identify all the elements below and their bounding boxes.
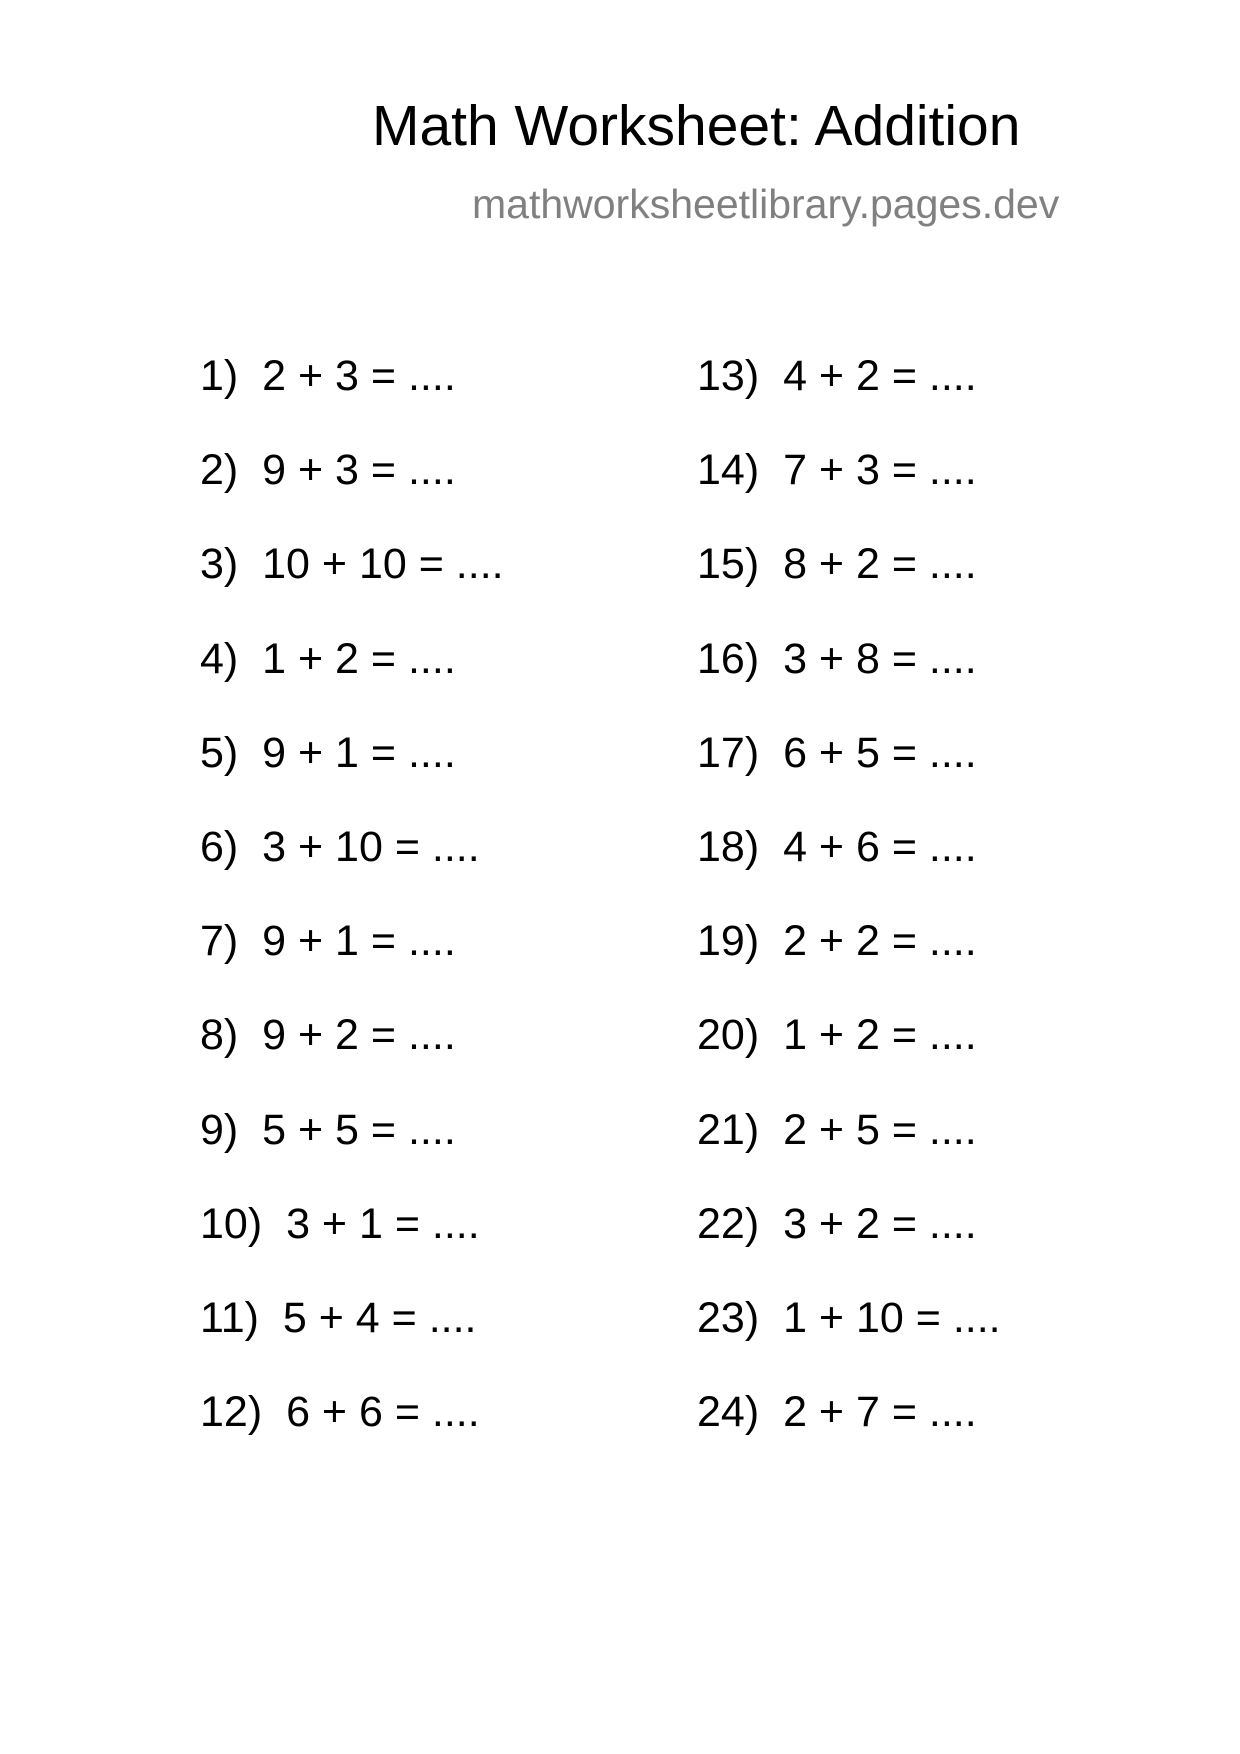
problem-item bbox=[697, 634, 977, 683]
problem-item bbox=[697, 1011, 977, 1060]
problem-expression: 5 + 5 = .... bbox=[262, 1105, 456, 1154]
problem-number: 23) bbox=[697, 1294, 760, 1342]
problem-item bbox=[200, 446, 456, 495]
problem-expression: 2 + 2 = .... bbox=[783, 917, 977, 966]
problem-expression: 6 + 5 = .... bbox=[783, 728, 977, 777]
problem-number: 15) bbox=[697, 540, 760, 589]
problem-item bbox=[200, 1105, 456, 1154]
problem-expression: 8 + 2 = .... bbox=[783, 540, 977, 589]
problem-item bbox=[200, 1388, 480, 1437]
problem-item bbox=[200, 1011, 456, 1060]
problem-number: 12) bbox=[200, 1388, 263, 1437]
problem-expression: 3 + 2 = .... bbox=[783, 1199, 977, 1248]
problem-item bbox=[697, 917, 977, 966]
problem-item bbox=[200, 1199, 480, 1248]
problem-item bbox=[200, 634, 456, 683]
problem-number: 6) bbox=[200, 823, 239, 871]
problem-number: 9) bbox=[200, 1105, 239, 1154]
problem-item bbox=[697, 823, 977, 871]
problem-number: 2) bbox=[200, 446, 239, 495]
problem-expression: 3 + 10 = .... bbox=[262, 823, 480, 871]
problem-item bbox=[697, 1294, 1001, 1342]
page-title: Math Worksheet: Addition bbox=[372, 94, 1021, 158]
problem-number: 8) bbox=[200, 1011, 239, 1060]
problem-expression: 10 + 10 = .... bbox=[262, 540, 504, 589]
problem-number: 11) bbox=[200, 1294, 259, 1342]
problem-number: 24) bbox=[697, 1388, 760, 1437]
problem-expression: 4 + 2 = .... bbox=[783, 352, 977, 400]
problem-number: 22) bbox=[697, 1199, 760, 1248]
problem-number: 17) bbox=[697, 728, 760, 777]
problem-item bbox=[697, 1388, 977, 1437]
problem-number: 7) bbox=[200, 917, 239, 966]
problem-expression: 2 + 5 = .... bbox=[783, 1105, 977, 1154]
problem-item bbox=[697, 728, 977, 777]
problem-number: 14) bbox=[697, 446, 760, 495]
problem-expression: 9 + 1 = .... bbox=[262, 728, 456, 777]
problem-expression: 2 + 3 = .... bbox=[262, 352, 456, 400]
problem-expression: 4 + 6 = .... bbox=[783, 823, 977, 871]
problem-item bbox=[697, 540, 977, 589]
problem-expression: 7 + 3 = .... bbox=[783, 446, 977, 495]
problem-number: 5) bbox=[200, 728, 239, 777]
problem-expression: 1 + 2 = .... bbox=[262, 634, 456, 683]
problem-number: 20) bbox=[697, 1011, 760, 1060]
problem-item bbox=[200, 352, 456, 400]
problem-expression: 9 + 1 = .... bbox=[262, 917, 456, 966]
problem-number: 19) bbox=[697, 917, 760, 966]
problem-item bbox=[200, 823, 480, 871]
problem-expression: 9 + 2 = .... bbox=[262, 1011, 456, 1060]
problem-item bbox=[697, 1105, 977, 1154]
problem-expression: 1 + 2 = .... bbox=[783, 1011, 977, 1060]
problem-item bbox=[697, 352, 977, 400]
problem-number: 16) bbox=[697, 634, 760, 683]
problem-number: 3) bbox=[200, 540, 239, 589]
problem-item bbox=[697, 1199, 977, 1248]
problem-number: 13) bbox=[697, 352, 760, 400]
problem-expression: 1 + 10 = .... bbox=[783, 1294, 1001, 1342]
problem-expression: 2 + 7 = .... bbox=[783, 1388, 977, 1437]
problem-item bbox=[200, 1294, 477, 1342]
problem-expression: 6 + 6 = .... bbox=[286, 1388, 480, 1437]
problem-number: 4) bbox=[200, 634, 239, 683]
problem-item bbox=[200, 917, 456, 966]
problem-expression: 9 + 3 = .... bbox=[262, 446, 456, 495]
problem-expression: 3 + 8 = .... bbox=[783, 634, 977, 683]
problem-item bbox=[697, 446, 977, 495]
problem-item bbox=[200, 540, 504, 589]
problem-number: 21) bbox=[697, 1105, 760, 1154]
problem-item bbox=[200, 728, 456, 777]
problem-number: 1) bbox=[200, 352, 239, 400]
problem-number: 10) bbox=[200, 1199, 263, 1248]
source-url: mathworksheetlibrary.pages.dev bbox=[472, 181, 1060, 227]
problem-expression: 3 + 1 = .... bbox=[286, 1199, 480, 1248]
problem-number: 18) bbox=[697, 823, 760, 871]
problem-expression: 5 + 4 = .... bbox=[282, 1294, 477, 1342]
